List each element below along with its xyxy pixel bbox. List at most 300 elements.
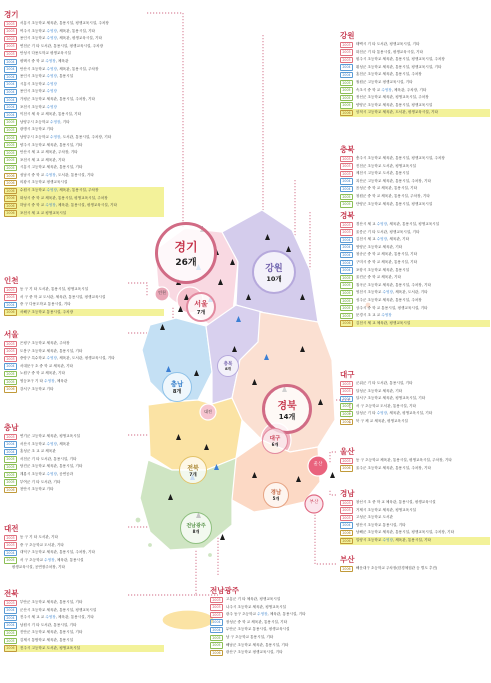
year-badge: 2005: [340, 298, 353, 304]
facility-text: 밀양시 초등학교 수영장, 체육관, 통용시설, 기타: [355, 537, 432, 542]
bubble-name: 충북: [223, 361, 233, 367]
pool-highlight: 수영장: [46, 36, 57, 41]
pool-highlight: 수영장: [381, 87, 392, 92]
panel-incheon: [4, 276, 164, 316]
facility-text: 포천시 체 교 교 체육관, 기타: [19, 157, 65, 162]
year-badge: 2005: [4, 472, 17, 478]
facility-row: [4, 286, 164, 294]
facility-text: 안성시 다용도학교 평생교육시설: [19, 51, 71, 56]
facility-row: [4, 164, 164, 172]
bubble-count: 8개: [192, 528, 200, 534]
facility-text: 경산시 체 교 수영장, 체육관, 통용시설, 평생교육시설: [355, 222, 440, 226]
facility-text: 동 구 기 타 도서관, 기타: [19, 535, 59, 539]
year-badge: 2004: [4, 59, 17, 65]
chungnam-bubble[interactable]: [162, 372, 192, 402]
facility-text: 서 구 중 학 교 도서관, 체육관, 통용시설, 평생교육시설: [19, 294, 106, 299]
facility-text: 포천시 체 교 교 평생교육시설: [19, 210, 67, 215]
facility-row: [4, 471, 164, 479]
year-badge: 2004: [340, 522, 353, 528]
year-badge: 2003: [4, 21, 17, 27]
year-badge: 2006: [4, 188, 17, 194]
year-badge: 2005: [4, 456, 17, 462]
panel-gyeonggi: [4, 10, 164, 217]
year-badge: 2003: [210, 604, 223, 610]
facility-row: [340, 274, 490, 282]
year-badge: 2003: [4, 294, 17, 300]
region-title: 서울: [4, 330, 19, 339]
year-badge: 2005: [4, 479, 17, 485]
year-badge: 2005: [210, 635, 223, 641]
panel-jeonnam: [210, 586, 340, 657]
facility-text: 남원시 기 타 도서관, 통용시설, 기타: [19, 622, 77, 627]
facility-row: [210, 649, 340, 657]
facility-row: [4, 549, 164, 557]
facility-row: [4, 157, 164, 165]
year-badge: 2004: [4, 615, 17, 621]
facility-text: 군산시 초등학교 체육관, 통용시설, 평생교육시설: [19, 607, 97, 612]
facility-row: [4, 119, 164, 127]
panel-daejeon: [4, 524, 164, 572]
pool-highlight: 수영장: [45, 203, 56, 208]
facility-text: 서천군 기 타 도서관, 통용시설, 기타: [19, 456, 77, 461]
year-badge: 2005: [4, 638, 17, 644]
year-badge: 2004: [340, 186, 353, 192]
facility-row: [340, 87, 490, 95]
facility-row: [340, 193, 490, 201]
facility-text: 하남시 중 학 교 수영장, 체육관, 통용시설, 평생교육시설, 기타: [19, 203, 117, 208]
year-badge: 2005: [4, 165, 17, 171]
bubble-count: 7개: [196, 309, 206, 316]
facility-text: 서산시 초등학교 수영장, 체육관: [19, 441, 70, 446]
facility-row: [340, 178, 490, 186]
year-badge: 2006: [340, 110, 353, 116]
facility-text: 남해군 초등학교 체육관, 통용시설, 평생교육시설, 주차장, 기타: [355, 530, 455, 535]
facility-row: [4, 104, 164, 112]
pool-highlight: 수영장: [376, 411, 388, 416]
year-badge: 2005: [340, 80, 353, 86]
year-badge: 2005: [340, 411, 353, 417]
jeonbuk-bubble[interactable]: [179, 456, 207, 484]
year-badge: 2003: [4, 36, 17, 42]
facility-row: [340, 395, 490, 403]
year-badge: 2003: [340, 500, 353, 506]
year-badge: 2006: [4, 195, 17, 201]
facility-row: [4, 73, 164, 81]
facility-row: [4, 486, 164, 494]
facility-text: 서대문구 초 중 학 교 체육관, 기타: [19, 363, 74, 368]
year-badge: 2003: [4, 356, 17, 362]
facility-text: 원주시 초등학교 체육관, 통용시설, 평생교육시설, 주차장: [355, 57, 445, 62]
year-badge: 2003: [210, 597, 223, 603]
facility-text: 도봉구 초등학교 체육관, 통용시설, 기타: [19, 348, 83, 353]
pool-highlight: 수영장: [376, 222, 388, 226]
facility-text: 의왕시 초등학교 평생교육시설: [19, 180, 68, 185]
facility-text: 양산시 초등학교 통용시설, 기타: [355, 522, 406, 527]
bubble-count: 6개: [271, 442, 279, 447]
year-badge: 2003: [340, 458, 353, 464]
pool-highlight: 수영장: [376, 237, 388, 242]
facility-row: [340, 514, 490, 522]
facility-text: 속초시 중 학 교 수영장, 체육관, 주차장, 기타: [355, 87, 427, 92]
facility-text: 달성군 기 타 수영장, 체육관, 평생교육시설, 기타: [355, 411, 433, 416]
year-badge: 2006: [4, 386, 17, 392]
region-title: 인천: [4, 276, 19, 285]
year-badge: 2005: [340, 290, 353, 296]
facility-row: [4, 210, 164, 218]
bubble-count: 8개: [172, 389, 182, 395]
jeonnam-bubble[interactable]: [180, 512, 212, 544]
year-badge: 2004: [4, 112, 17, 118]
facility-row: [340, 102, 490, 110]
facility-row: [4, 149, 164, 157]
year-badge: 2004: [4, 622, 17, 628]
facility-row: [4, 309, 164, 317]
bubble-name: 전남광주: [186, 522, 206, 529]
bubble-count: 10개: [266, 275, 282, 283]
year-badge: 2006: [4, 645, 17, 651]
facility-row: [340, 388, 490, 396]
facility-text: 여주시 초등학교 수영장, 체육관, 통용시설, 기타: [19, 28, 96, 33]
facility-text: 동 구 기 타 도서관, 통용시설, 평생교육시설: [19, 287, 89, 291]
facility-row: [340, 41, 490, 49]
pool-highlight: 수영장: [382, 290, 393, 295]
facility-row: [340, 229, 490, 237]
pool-highlight: 수영장: [46, 74, 57, 79]
year-badge: 2006: [210, 650, 223, 656]
year-badge: 2004: [340, 244, 353, 250]
bubble-count: 26개: [175, 258, 197, 268]
facility-text: 정선군 초등학교 체육관, 평생교육시설, 주차장: [355, 95, 429, 100]
facility-row: [4, 58, 164, 66]
facility-row: [340, 410, 490, 418]
facility-text: 포항시 초등학교 체육관, 통용시설: [355, 267, 410, 272]
panel-chungbuk: [340, 145, 490, 208]
gyeonggi-bubble[interactable]: [155, 222, 217, 284]
facility-text: 구미시 중 학 교 체육관, 통용시설, 기타: [355, 259, 418, 264]
facility-row: [340, 305, 490, 313]
facility-row: [340, 64, 490, 72]
facility-text: 나주시 초등학교 체육관, 평생교육시설: [225, 604, 287, 609]
facility-text: 해남군 초등학교 체육관, 통용시설, 기타: [225, 642, 289, 647]
facility-row: [4, 448, 164, 456]
year-badge: 2004: [4, 66, 17, 72]
daegu-bubble[interactable]: [262, 428, 288, 454]
pool-highlight: 수영장: [44, 378, 55, 383]
panel-gyeongnam: [340, 489, 490, 545]
facility-text: 전주시 고등학교 도서관, 평생교육시설: [19, 645, 81, 650]
year-badge: 2003: [340, 156, 353, 162]
facility-row: [4, 28, 164, 36]
year-badge: 2003: [4, 434, 17, 440]
facility-text: 광산구 초등학교 평생교육시설, 기타: [225, 650, 283, 655]
year-badge: 2006: [340, 538, 353, 544]
facility-row: [4, 378, 164, 386]
facility-row: [4, 456, 164, 464]
facility-row: [340, 267, 490, 275]
year-badge: 2004: [210, 619, 223, 625]
region-title: 경남: [340, 489, 355, 498]
facility-row: [4, 557, 164, 565]
facility-row: [4, 66, 164, 74]
year-badge: 2005: [340, 305, 353, 311]
region-title: 전남광주: [210, 586, 239, 595]
year-badge: 2003: [4, 28, 17, 34]
year-badge: 2004: [4, 607, 17, 613]
ulsan-label: 울산: [313, 462, 323, 467]
facility-row: [4, 386, 164, 394]
year-badge: 2004: [4, 449, 17, 455]
incheon-label: 인천: [158, 290, 166, 295]
year-badge: 2006: [4, 173, 17, 179]
region-title: 부산: [340, 555, 355, 564]
year-badge: 2006: [4, 210, 17, 216]
pool-highlight: 수영장: [49, 119, 61, 124]
facility-row: [4, 629, 164, 637]
facility-row: [4, 433, 164, 441]
pool-highlight: 수영장: [45, 615, 56, 620]
facility-text: 강서구 초등학교 기타: [19, 386, 54, 391]
year-badge: 2004: [4, 89, 17, 95]
facility-row: [4, 542, 164, 550]
facility-text: 화천군 기 타 통용시설, 평생교육시설, 기타: [355, 49, 423, 54]
facility-row: [4, 645, 164, 653]
facility-row: [4, 622, 164, 630]
year-badge: 2003: [4, 341, 17, 347]
facility-row: [4, 172, 164, 180]
facility-row: [4, 43, 164, 51]
facility-row: [4, 534, 164, 542]
facility-row: [4, 20, 164, 28]
year-badge: 2006: [4, 203, 17, 209]
pool-highlight: 수영장: [46, 28, 57, 33]
facility-row: [210, 634, 340, 642]
year-badge: 2003: [4, 348, 17, 354]
facility-text: 거제시 초등학교 체육관, 평생교육시설: [355, 507, 417, 512]
year-badge: 2005: [340, 403, 353, 409]
facility-text: 홍천군 초등학교 체육관, 통용시설, 주차장: [355, 72, 422, 77]
bubble-name: 서울: [194, 299, 208, 308]
facility-row: [4, 50, 164, 58]
facility-text: 진천군 초등학교 도서관, 평생교육시설: [355, 163, 417, 168]
facility-text: 연천군 기 타 도서관, 통용시설, 평생교육시설, 주차장: [19, 43, 104, 48]
year-badge: 2006: [340, 566, 353, 572]
busan-label: 부산: [309, 500, 319, 505]
facility-text: 문경시 초 교 교 수영장: [355, 313, 392, 318]
facility-text: 광명시 초등학교 기타: [19, 127, 54, 132]
facility-row: [4, 441, 164, 449]
facility-text: 가평군 초등학교 체육관, 통용시설, 주차장, 기타: [19, 96, 96, 101]
year-badge: 2003: [4, 287, 17, 293]
facility-row: [4, 637, 164, 645]
facility-row: [4, 81, 164, 89]
facility-text: 남양주시 초등학교 수영장, 기타: [19, 119, 70, 124]
facility-text: 중랑구 특수학교 수영장, 체육관, 도서관, 평생교육시설, 기타: [19, 356, 115, 361]
panel-gangwon: [340, 31, 490, 117]
bubble-count: 5개: [272, 496, 280, 501]
facility-text: 충주시 초등학교 체육관, 통용시설, 평생교육시설, 주차장: [355, 156, 445, 160]
facility-row: [340, 565, 490, 573]
facility-row: [340, 221, 490, 229]
year-badge: 2005: [340, 87, 353, 93]
gyeongnam-bubble[interactable]: [263, 482, 289, 508]
year-badge: 2006: [4, 309, 17, 315]
seoul-bubble[interactable]: [186, 292, 216, 322]
region-title: 대전: [4, 524, 19, 533]
facility-row: [340, 170, 490, 178]
facility-row: [340, 312, 490, 320]
facility-text: 울진군 중 학 교 체육관, 기타: [355, 275, 401, 280]
facility-text: 김제시 통합학교 체육관, 통용시설: [19, 637, 74, 642]
panel-ulsan: [340, 447, 490, 472]
facility-row: [4, 294, 164, 302]
year-badge: 2003: [210, 612, 223, 618]
region-title: 경기: [4, 10, 19, 19]
facility-row: [4, 363, 164, 371]
pool-highlight: 수영장: [46, 81, 57, 86]
facility-row: [340, 163, 490, 171]
facility-text: 안산시 초등학교 수영장, 체육관, 통용시설, 주차장: [19, 66, 99, 71]
facility-row: [4, 179, 164, 187]
facility-row: [340, 282, 490, 290]
pool-highlight: 수영장: [257, 612, 268, 617]
year-badge: 2004: [210, 627, 223, 633]
facility-text: 영천시 초등학교 수영장, 체육관, 도서관, 기타: [355, 290, 428, 295]
pool-highlight: 수영장: [46, 441, 57, 446]
year-badge: 2004: [4, 97, 17, 103]
bubble-count: 7개: [189, 472, 197, 478]
facility-row: [340, 418, 490, 426]
facility-row: [340, 297, 490, 305]
facility-row: [210, 619, 340, 627]
facility-row: [340, 289, 490, 297]
year-badge: 2006: [340, 530, 353, 536]
panel-seoul: [4, 330, 164, 393]
year-badge: 2003: [340, 163, 353, 169]
facility-row: [4, 607, 164, 615]
facility-text: 중 구 다용도학교 통용시설, 기타: [19, 302, 71, 307]
facility-text: 단양군 초등학교 체육관, 통용시설, 평생교육시설: [355, 201, 433, 206]
facility-text: 장성군 중 학 교 체육관, 통용시설, 기타: [225, 619, 288, 624]
facility-row: [340, 56, 490, 64]
year-badge: 2004: [340, 260, 353, 266]
facility-row: [4, 301, 164, 309]
pool-highlight: 수영장: [45, 58, 56, 63]
region-title: 충남: [4, 423, 19, 432]
facility-row: [4, 202, 164, 210]
facility-text: 부안군 초등학교 체육관, 통용시설, 기타: [19, 600, 83, 604]
facility-row: [4, 142, 164, 150]
year-badge: 2004: [4, 81, 17, 87]
facility-text: 노원구 중 학 교 체육관, 기타: [19, 371, 65, 376]
year-badge: 2006: [340, 320, 353, 326]
facility-text: 군위군 기 타 도서관, 통용시설, 기타: [355, 381, 413, 385]
year-badge: 2005: [340, 95, 353, 101]
facility-row: [340, 507, 490, 515]
facility-row: [340, 94, 490, 102]
facility-row: [4, 126, 164, 134]
facility-row: [340, 251, 490, 259]
year-badge: 2005: [4, 157, 17, 163]
year-badge: 2005: [4, 135, 17, 141]
pool-highlight: 수영장: [381, 313, 392, 318]
pool-highlight: 수영장: [46, 89, 57, 94]
facility-text: 시흥시 초등학교 수영장: [19, 81, 57, 86]
facility-text: 울주군 초등학교 체육관, 통용시설, 주차장, 기타: [355, 465, 432, 470]
facility-text: 서해구 초등학교 통용시설, 주차장: [19, 309, 74, 314]
pool-highlight: 수영장: [46, 66, 57, 71]
facility-text: 홍성군 초 교 교 체육관: [19, 449, 56, 454]
chungbuk-bubble[interactable]: [217, 355, 239, 377]
year-badge: 2003: [340, 171, 353, 177]
panel-gyeongbuk: [340, 211, 490, 327]
facility-text: 시흥시 고등학교 체육관, 통용시설, 기타: [19, 165, 83, 170]
year-badge: 2004: [340, 252, 353, 258]
facility-row: [340, 201, 490, 209]
year-badge: 2003: [340, 42, 353, 48]
year-badge: 2004: [340, 396, 353, 402]
region-title: 강원: [340, 31, 355, 40]
facility-text: 광주 동구 초등학교 수영장, 체육관, 통용시설, 기타: [225, 612, 306, 617]
year-badge: 2003: [340, 507, 353, 513]
panel-jeonbuk: [4, 589, 164, 652]
facility-text: 달서구 초등학교 체육관, 평생교육시설, 기타: [355, 396, 426, 401]
facility-text: 제천시 고등학교 도서관, 통용시설: [355, 171, 410, 176]
region-title: 경북: [340, 211, 355, 220]
year-badge: 2005: [4, 150, 17, 156]
year-badge: 2003: [340, 222, 353, 228]
daejeon-label: 대전: [204, 409, 212, 414]
year-badge: 2004: [4, 441, 17, 447]
facility-text: 칠곡군 초등학교 체육관, 통용시설, 주차장, 기타: [355, 282, 432, 287]
year-badge: 2003: [4, 542, 17, 548]
facility-row: [4, 88, 164, 96]
facility-text: 성남시 중 학 교 수영장, 도서관, 통용시설, 기타: [19, 172, 94, 177]
bubble-name: 경기: [174, 240, 198, 254]
gyeongbuk-bubble[interactable]: [262, 384, 312, 434]
bubble-name: 경북: [277, 400, 297, 412]
year-badge: 2005: [340, 194, 353, 200]
facility-text: 김천시 체 교 체육관, 평생교육시설: [355, 320, 411, 325]
facility-text: 음성군 중 학 교 체육관, 통용시설, 기타: [355, 186, 418, 191]
facility-row: [4, 340, 164, 348]
gangwon-bubble[interactable]: [252, 250, 296, 294]
facility-text: 천안시 초등학교 기타: [19, 487, 54, 492]
year-badge: 2005: [4, 464, 17, 470]
bubble-name: 강원: [265, 264, 283, 274]
facility-text: 횡성군 초등학교 체육관, 통용시설, 평생교육시설, 기타: [355, 64, 442, 69]
year-badge: 2003: [340, 388, 353, 394]
pool-highlight: 수영장: [46, 188, 57, 193]
facility-row: [340, 109, 490, 117]
facility-row: [340, 380, 490, 388]
pool-highlight: 수영장: [46, 471, 57, 476]
year-badge: 2005: [210, 642, 223, 648]
year-badge: 2004: [340, 178, 353, 184]
facility-text: 수원시 초등학교 수영장, 체육관, 통용시설, 주차장: [19, 188, 99, 193]
facility-row: [4, 35, 164, 43]
year-badge: 2005: [340, 282, 353, 288]
year-badge: 2003: [4, 600, 17, 606]
year-badge: 2004: [340, 72, 353, 78]
facility-text: 영양군 초등학교 체육관, 기타: [355, 244, 403, 249]
year-badge: 2003: [340, 515, 353, 521]
facility-row: [4, 111, 164, 119]
year-badge: 2005: [4, 119, 17, 125]
pool-highlight: 수영장: [46, 356, 57, 361]
facility-row: [4, 355, 164, 363]
facility-text: 창선시 초 중 학 교 체육관, 통용시설, 평생교육시설: [355, 500, 436, 504]
facility-text: 용인시 초등학교 수영장, 체육관, 평생교육시설, 기타: [19, 36, 102, 41]
